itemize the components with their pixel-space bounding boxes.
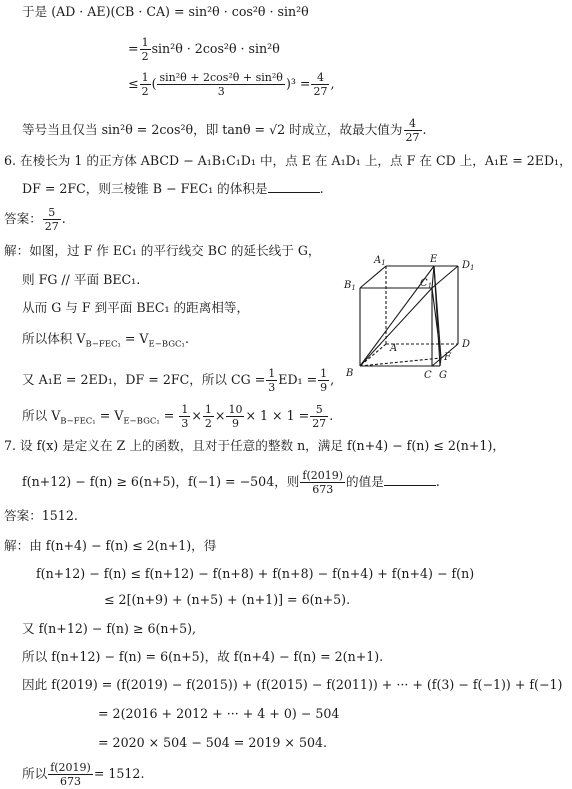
label-F: F xyxy=(444,352,451,363)
question-6-line-2: DF = 2FC，则三棱锥 B − FEC₁ 的体积是 . xyxy=(22,181,324,196)
label-B: B xyxy=(346,368,354,379)
solution-6-line-3: 从而 G 与 F 到平面 BEC₁ 的距离相等， xyxy=(22,300,250,315)
label-B1: $B_1$ xyxy=(344,280,356,292)
question-7-line-1: 7. 设 f(x) 是定义在 Z 上的函数，且对于任意的整数 n，满足 f(n+4) − f(n) ≤ 2(n+1)， xyxy=(4,438,505,453)
solution-7-line-5: 所以 f(n+12) − f(n) = 6(n+5)，故 f(n+4) − f(n) = 2(n+1). xyxy=(22,649,384,664)
segment-B-C1 xyxy=(360,288,432,366)
edge-A1-B1 xyxy=(360,266,386,288)
derivation-line-4: 等号当且仅当 sin²θ = 2cos²θ，即 tanθ = √2 时成立，故最大值为 $\frac{4}{27}$ . xyxy=(22,117,427,144)
answer-blank xyxy=(268,182,320,193)
solution-7-line-9: 所以 $\frac{f(2019)}{673}$ = 1512. xyxy=(22,761,145,788)
solution-6-line-2: 则 FG // 平面 BEC₁. xyxy=(22,272,141,287)
solution-6-line-1: 解：如图，过 F 作 EC₁ 的平行线交 BC 的延长线于 G， xyxy=(4,243,321,258)
label-A: A xyxy=(390,343,398,354)
label-C: C xyxy=(424,370,432,381)
segment-E-G xyxy=(434,266,440,366)
solution-7-line-4: 又 f(n+12) − f(n) ≥ 6(n+5), xyxy=(22,621,197,636)
solution-7-line-2: f(n+12) − f(n) ≤ f(n+12) − f(n+8) + f(n+8) − f(n+4) + f(n+4) − f(n) xyxy=(36,566,475,581)
label-C1: $C_1$ xyxy=(420,278,433,290)
label-D: D xyxy=(462,339,471,350)
derivation-line-2: = $\frac{1}{2}$ sin²θ · 2cos²θ · sin²θ xyxy=(128,36,280,63)
solution-6-line-4: 所以体积 $V_{B-FEC_1} = V_{E-BGC_1}$. xyxy=(22,331,189,350)
answer-blank-7 xyxy=(384,475,436,486)
cube-figure xyxy=(340,252,500,384)
label-A1: $A_1$ xyxy=(374,255,386,267)
derivation-line-1: 于是 (AD · AE)(CB · CA) = sin²θ · cos²θ · sin²θ xyxy=(22,4,309,19)
question-6-line-1: 6. 在棱长为 1 的正方体 ABCD − A₁B₁C₁D₁ 中，点 E 在 A₁D₁ 上，点 F 在 CD 上，A₁E = 2ED₁， xyxy=(4,153,572,168)
solution-7-line-6: 因此 f(2019) = (f(2019) − f(2015)) + (f(2015) − f(2011)) + ··· + (f(3) − f(−1)) + f(−1) xyxy=(22,677,563,692)
hidden-edge-A-B xyxy=(360,344,386,366)
answer-6: 答案： $\frac{5}{27}$ . xyxy=(4,206,66,233)
answer-7: 答案：1512. xyxy=(4,508,78,523)
solution-6-line-5: 又 A₁E = 2ED₁，DF = 2FC，所以 CG = $\frac{1}{3}$ ED₁ = $\frac{1}{9}$ , xyxy=(22,367,335,394)
solution-7-line-3: ≤ 2[(n+9) + (n+5) + (n+1)] = 6(n+5). xyxy=(104,592,351,607)
label-G: G xyxy=(439,370,447,381)
solution-7-line-8: = 2020 × 504 − 504 = 2019 × 504. xyxy=(98,735,328,750)
segment-B-F xyxy=(360,358,441,366)
solution-7-line-1: 解：由 f(n+4) − f(n) ≤ 2(n+1)，得 xyxy=(4,538,217,553)
derivation-line-3: ≤ $\frac{1}{2}$ ( $\frac{\text{sin²θ + 2cos²θ + sin²θ}}{3}$ )³ = $\frac{4}{27}$ , xyxy=(128,71,335,98)
solution-6-line-6: 所以 $V_{B-FEC_1} = V_{E-BGC_1}$ = $\frac{1}{3}$ × $\frac{1}{2}$ × $\frac{10}{9}$ × 1 × 1 = $\frac{5}{27}$ . xyxy=(22,403,334,430)
solution-7-line-7: = 2(2016 + 2012 + ··· + 4 + 0) − 504 xyxy=(98,706,340,721)
question-7-line-2: f(n+12) − f(n) ≥ 6(n+5)，f(−1) = −504，则 $\frac{f(2019)}{673}$ 的值是 . xyxy=(22,469,440,496)
label-E: E xyxy=(430,254,438,265)
label-D1: $D_1$ xyxy=(462,260,475,272)
